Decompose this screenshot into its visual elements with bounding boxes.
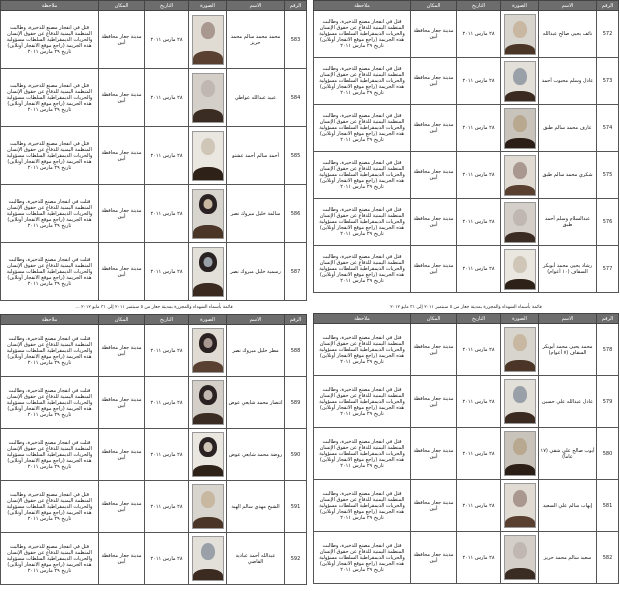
- person-photo: [192, 380, 224, 425]
- row-date: ٢٨ مارس ٢٠١١: [145, 325, 189, 377]
- row-number: 579: [597, 376, 619, 428]
- table-row: [314, 199, 619, 246]
- table-row: [314, 480, 619, 532]
- martyrs-table: [313, 313, 619, 584]
- row-number: 575: [597, 152, 619, 199]
- header-photo: الصورة: [189, 315, 227, 325]
- header-date: التاريخ: [457, 1, 501, 11]
- header-photo: الصورة: [501, 314, 539, 324]
- row-place: مدينة جعار محافظة أبين: [411, 199, 457, 246]
- header-note: ملاحظة: [1, 315, 99, 325]
- row-note: قتلت في انفجار مصنع للذخيرة، وطالبت المنظمة اليمنية للدفاع عن حقوق الإنسان والحريات الديمقراطية السلطات مسؤولية هذه الجريمة (راجع موقع الانفجار أونلاين) تاريخ ٢٩ مارس ٢٠١١: [1, 377, 99, 429]
- row-place: مدينة جعار محافظة أبين: [99, 185, 145, 243]
- row-place: مدينة جعار محافظة أبين: [99, 481, 145, 533]
- row-number: 578: [597, 324, 619, 376]
- header-photo: الصورة: [189, 1, 227, 11]
- row-note: قتل في انفجار مصنع للذخيرة، وطالبت المنظمة اليمنية للدفاع عن حقوق الإنسان والحريات الديمقراطية السلطات مسؤولية هذه الجريمة (راجع موقع الانفجار أونلاين) تاريخ ٢٩ مارس ٢٠١١: [314, 105, 411, 152]
- table-header-row: [1, 315, 307, 325]
- row-date: ٢٨ مارس ٢٠١١: [457, 480, 501, 532]
- row-photo-cell: [189, 377, 227, 429]
- row-name: عادل وسلم محبوب أحمد: [539, 58, 597, 105]
- row-place: مدينة جعار محافظة أبين: [411, 152, 457, 199]
- person-photo: [192, 131, 224, 181]
- row-note: قتل في انفجار مصنع للذخيرة، وطالبت المنظمة اليمنية للدفاع عن حقوق الإنسان والحريات الديمقراطية السلطات مسؤولية هذه الجريمة (راجع موقع الانفجار أونلاين) تاريخ ٢٩ مارس ٢٠١١: [1, 481, 99, 533]
- row-place: مدينة جعار محافظة أبين: [411, 532, 457, 584]
- row-place: مدينة جعار محافظة أبين: [411, 11, 457, 58]
- header-photo: الصورة: [501, 1, 539, 11]
- table-row: [314, 58, 619, 105]
- row-note: قتل في انفجار مصنع للذخيرة، وطالبت المنظمة اليمنية للدفاع عن حقوق الإنسان والحريات الديمقراطية السلطات مسؤولية هذه الجريمة (راجع موقع الانفجار أونلاين) تاريخ ٢٩ مارس ٢٠١١: [314, 11, 411, 58]
- row-photo-cell: [189, 69, 227, 127]
- row-date: ٢٨ مارس ٢٠١١: [145, 533, 189, 585]
- table-row: [1, 11, 307, 69]
- row-note: قتل في انفجار مصنع للذخيرة، وطالبت المنظمة اليمنية للدفاع عن حقوق الإنسان والحريات الديمقراطية السلطات مسؤولية هذه الجريمة (راجع موقع الانفجار أونلاين) تاريخ ٢٩ مارس ٢٠١١: [314, 428, 411, 480]
- header-name: الاسم: [539, 1, 597, 11]
- row-photo-cell: [501, 324, 539, 376]
- row-place: مدينة جعار محافظة أبين: [99, 377, 145, 429]
- table-row: [314, 428, 619, 480]
- row-number: 580: [597, 428, 619, 480]
- row-number: 586: [285, 185, 307, 243]
- row-name: مطر خليل مبروك نصر: [227, 325, 285, 377]
- row-photo-cell: [501, 11, 539, 58]
- row-note: قتلت في انفجار مصنع للذخيرة، وطالبت المنظمة اليمنية للدفاع عن حقوق الإنسان والحريات الديمقراطية السلطات مسؤولية هذه الجريمة (راجع موقع الانفجار أونلاين) تاريخ ٢٩ مارس ٢٠١١: [1, 243, 99, 301]
- header-place: المكان: [411, 314, 457, 324]
- person-photo: [192, 15, 224, 65]
- row-photo-cell: [189, 127, 227, 185]
- header-name: الاسم: [539, 314, 597, 324]
- table-header-row: [1, 1, 307, 11]
- martyrs-table: [0, 0, 307, 301]
- header-name: الاسم: [227, 315, 285, 325]
- row-photo-cell: [189, 481, 227, 533]
- table-header-row: [314, 1, 619, 11]
- row-place: مدينة جعار محافظة أبين: [411, 480, 457, 532]
- row-number: 583: [285, 11, 307, 69]
- row-date: ٢٨ مارس ٢٠١١: [457, 376, 501, 428]
- table-header-row: [314, 314, 619, 324]
- row-date: ٢٨ مارس ٢٠١١: [457, 58, 501, 105]
- row-photo-cell: [501, 428, 539, 480]
- row-date: ٢٨ مارس ٢٠١١: [145, 69, 189, 127]
- caption-top-left: قائمة بأسماء الشهداء والمجزرة بمدينة جعار من ٥ سبتمبر ٢٠١١ إلى ٣١ مايو ٢٠١٢ ...: [75, 305, 233, 310]
- row-number: 581: [597, 480, 619, 532]
- header-num: الرقم: [285, 315, 307, 325]
- table-row: [314, 246, 619, 293]
- martyrs-table: [313, 0, 619, 293]
- person-photo: [192, 189, 224, 239]
- person-photo: [192, 484, 224, 529]
- row-place: مدينة جعار محافظة أبين: [411, 105, 457, 152]
- row-place: مدينة جعار محافظة أبين: [99, 69, 145, 127]
- person-photo: [504, 535, 536, 580]
- row-note: قتلت في انفجار مصنع للذخيرة، وطالبت المنظمة اليمنية للدفاع عن حقوق الإنسان والحريات الديمقراطية السلطات مسؤولية هذه الجريمة (راجع موقع الانفجار أونلاين) تاريخ ٢٩ مارس ٢٠١١: [1, 325, 99, 377]
- row-name: سالمة خليل مبروك نصر: [227, 185, 285, 243]
- person-photo: [504, 327, 536, 372]
- table-bottom-left: [0, 314, 307, 590]
- header-num: الرقم: [285, 1, 307, 11]
- row-date: ٢٨ مارس ٢٠١١: [145, 11, 189, 69]
- row-note: قتلت في انفجار مصنع للذخيرة، وطالبت المنظمة اليمنية للدفاع عن حقوق الإنسان والحريات الديمقراطية السلطات مسؤولية هذه الجريمة (راجع موقع الانفجار أونلاين) تاريخ ٢٩ مارس ٢٠١١: [1, 185, 99, 243]
- table-top-right: [313, 0, 619, 294]
- table-row: [1, 481, 307, 533]
- row-date: ٢٨ مارس ٢٠١١: [457, 246, 501, 293]
- row-photo-cell: [189, 243, 227, 301]
- row-name: عادل عبدالله علي حسين: [539, 376, 597, 428]
- row-name: عبيد عبدالله عواطي: [227, 69, 285, 127]
- row-date: ٢٨ مارس ٢٠١١: [145, 185, 189, 243]
- table-row: [314, 105, 619, 152]
- row-number: 582: [597, 532, 619, 584]
- header-date: التاريخ: [457, 314, 501, 324]
- row-note: قتل في انفجار مصنع للذخيرة، وطالبت المنظمة اليمنية للدفاع عن حقوق الإنسان والحريات الديمقراطية السلطات مسؤولية هذه الجريمة (راجع موقع الانفجار أونلاين) تاريخ ٢٩ مارس ٢٠١١: [1, 11, 99, 69]
- row-number: 572: [597, 11, 619, 58]
- header-note: ملاحظة: [314, 314, 411, 324]
- table-bottom-right: [313, 305, 619, 591]
- row-date: ٢٨ مارس ٢٠١١: [457, 152, 501, 199]
- table-row: [314, 532, 619, 584]
- person-photo: [192, 73, 224, 123]
- row-photo-cell: [189, 325, 227, 377]
- table-row: [1, 429, 307, 481]
- row-date: ٢٨ مارس ٢٠١١: [145, 429, 189, 481]
- row-name: إيهاب سالم علي السعيد: [539, 480, 597, 532]
- row-note: قتل في انفجار مصنع للذخيرة، وطالبت المنظمة اليمنية للدفاع عن حقوق الإنسان والحريات الديمقراطية السلطات مسؤولية هذه الجريمة (راجع موقع الانفجار أونلاين) تاريخ ٢٩ مارس ٢٠١١: [314, 324, 411, 376]
- caption-bottom-right: قائمة بأسماء الشهداء والمجزرة بمدينة جعار من ٥ سبتمبر ٢٠١١ إلى ٣١ مايو ٢٠١٢: [390, 305, 542, 310]
- row-name: عبدالسلام وسلم أحمد طبق: [539, 199, 597, 246]
- row-photo-cell: [501, 246, 539, 293]
- row-photo-cell: [189, 429, 227, 481]
- row-date: ٢٨ مارس ٢٠١١: [457, 532, 501, 584]
- person-photo: [504, 108, 536, 149]
- row-number: 591: [285, 481, 307, 533]
- row-photo-cell: [501, 58, 539, 105]
- row-name: سعيد سالم محمد حريز: [539, 532, 597, 584]
- row-number: 587: [285, 243, 307, 301]
- person-photo: [192, 247, 224, 297]
- row-photo-cell: [189, 533, 227, 585]
- row-note: قتل في انفجار مصنع للذخيرة، وطالبت المنظمة اليمنية للدفاع عن حقوق الإنسان والحريات الديمقراطية السلطات مسؤولية هذه الجريمة (راجع موقع الانفجار أونلاين) تاريخ ٢٩ مارس ٢٠١١: [314, 152, 411, 199]
- person-photo: [504, 155, 536, 196]
- header-note: ملاحظة: [314, 1, 411, 11]
- row-note: قتل في انفجار مصنع للذخيرة، وطالبت المنظمة اليمنية للدفاع عن حقوق الإنسان والحريات الديمقراطية السلطات مسؤولية هذه الجريمة (راجع موقع الانفجار أونلاين) تاريخ ٢٩ مارس ٢٠١١: [314, 532, 411, 584]
- row-note: قتل في انفجار مصنع للذخيرة، وطالبت المنظمة اليمنية للدفاع عن حقوق الإنسان والحريات الديمقراطية السلطات مسؤولية هذه الجريمة (راجع موقع الانفجار أونلاين) تاريخ ٢٩ مارس ٢٠١١: [1, 127, 99, 185]
- row-date: ٢٨ مارس ٢٠١١: [145, 127, 189, 185]
- row-number: 584: [285, 69, 307, 127]
- person-photo: [504, 431, 536, 476]
- person-photo: [504, 14, 536, 55]
- header-note: ملاحظة: [1, 1, 99, 11]
- row-note: قتلت في انفجار مصنع للذخيرة، وطالبت المنظمة اليمنية للدفاع عن حقوق الإنسان والحريات الديمقراطية السلطات مسؤولية هذه الجريمة (راجع موقع الانفجار أونلاين) تاريخ ٢٩ مارس ٢٠١١: [1, 429, 99, 481]
- header-date: التاريخ: [145, 1, 189, 11]
- header-date: التاريخ: [145, 315, 189, 325]
- table-row: [1, 377, 307, 429]
- row-name: محمد محمد سالم محمد حريز: [227, 11, 285, 69]
- row-name: أيوب صالح علي شقي (١٧ عاماً): [539, 428, 597, 480]
- row-date: ٢٨ مارس ٢٠١١: [457, 11, 501, 58]
- row-photo-cell: [501, 105, 539, 152]
- row-place: مدينة جعار محافظة أبين: [411, 376, 457, 428]
- row-name: شكري محمد سالم طبق: [539, 152, 597, 199]
- header-place: المكان: [411, 1, 457, 11]
- row-number: 574: [597, 105, 619, 152]
- row-date: ٢٨ مارس ٢٠١١: [145, 243, 189, 301]
- row-number: 585: [285, 127, 307, 185]
- row-name: محمد يحيى محمد أبوبكر السقاف (٧ أعوام): [539, 324, 597, 376]
- row-photo-cell: [189, 185, 227, 243]
- table-row: [1, 325, 307, 377]
- row-number: 588: [285, 325, 307, 377]
- row-name: روضة محمد شايعي عوض: [227, 429, 285, 481]
- row-photo-cell: [501, 532, 539, 584]
- row-place: مدينة جعار محافظة أبين: [411, 246, 457, 293]
- table-row: [1, 127, 307, 185]
- person-photo: [192, 328, 224, 373]
- table-row: [1, 533, 307, 585]
- row-name: نائف يحيى صالح عبدالله: [539, 11, 597, 58]
- header-place: المكان: [99, 315, 145, 325]
- row-date: ٢٨ مارس ٢٠١١: [457, 324, 501, 376]
- row-name: أحمد سالم أحمد عشتو: [227, 127, 285, 185]
- row-place: مدينة جعار محافظة أبين: [99, 325, 145, 377]
- table-row: [1, 185, 307, 243]
- row-note: قتل في انفجار مصنع للذخيرة، وطالبت المنظمة اليمنية للدفاع عن حقوق الإنسان والحريات الديمقراطية السلطات مسؤولية هذه الجريمة (راجع موقع الانفجار أونلاين) تاريخ ٢٩ مارس ٢٠١١: [314, 58, 411, 105]
- header-place: المكان: [99, 1, 145, 11]
- person-photo: [504, 249, 536, 290]
- header-num: الرقم: [597, 314, 619, 324]
- row-place: مدينة جعار محافظة أبين: [411, 324, 457, 376]
- row-number: 592: [285, 533, 307, 585]
- row-note: قتل في انفجار مصنع للذخيرة، وطالبت المنظمة اليمنية للدفاع عن حقوق الإنسان والحريات الديمقراطية السلطات مسؤولية هذه الجريمة (راجع موقع الانفجار أونلاين) تاريخ ٢٩ مارس ٢٠١١: [314, 480, 411, 532]
- row-number: 577: [597, 246, 619, 293]
- row-photo-cell: [501, 376, 539, 428]
- header-num: الرقم: [597, 1, 619, 11]
- row-number: 589: [285, 377, 307, 429]
- row-date: ٢٨ مارس ٢٠١١: [457, 105, 501, 152]
- table-row: [314, 376, 619, 428]
- table-top-left: [0, 0, 307, 310]
- person-photo: [504, 202, 536, 243]
- person-photo: [192, 536, 224, 581]
- row-name: الشيخ مهدي سالم الهبة: [227, 481, 285, 533]
- row-note: قتل في انفجار مصنع للذخيرة، وطالبت المنظمة اليمنية للدفاع عن حقوق الإنسان والحريات الديمقراطية السلطات مسؤولية هذه الجريمة (راجع موقع الانفجار أونلاين) تاريخ ٢٩ مارس ٢٠١١: [1, 69, 99, 127]
- table-row: [1, 69, 307, 127]
- table-row: [1, 243, 307, 301]
- row-date: ٢٨ مارس ٢٠١١: [457, 428, 501, 480]
- row-number: 573: [597, 58, 619, 105]
- row-place: مدينة جعار محافظة أبين: [99, 533, 145, 585]
- person-photo: [504, 379, 536, 424]
- row-date: ٢٨ مارس ٢٠١١: [145, 377, 189, 429]
- row-name: رشاد يحيى محمد أبوبكر السقاف (١٠ أعوام): [539, 246, 597, 293]
- row-note: قتل في انفجار مصنع للذخيرة، وطالبت المنظمة اليمنية للدفاع عن حقوق الإنسان والحريات الديمقراطية السلطات مسؤولية هذه الجريمة (راجع موقع الانفجار أونلاين) تاريخ ٢٩ مارس ٢٠١١: [314, 199, 411, 246]
- row-photo-cell: [501, 152, 539, 199]
- person-photo: [504, 483, 536, 528]
- row-place: مدينة جعار محافظة أبين: [411, 428, 457, 480]
- row-name: انتصار محمد شايعي عوض: [227, 377, 285, 429]
- row-place: مدينة جعار محافظة أبين: [99, 11, 145, 69]
- row-name: رسمية خليل مبروك نصر: [227, 243, 285, 301]
- header-name: الاسم: [227, 1, 285, 11]
- row-date: ٢٨ مارس ٢٠١١: [457, 199, 501, 246]
- row-photo-cell: [501, 480, 539, 532]
- row-number: 576: [597, 199, 619, 246]
- table-row: [314, 324, 619, 376]
- martyrs-table: [0, 314, 307, 585]
- row-number: 590: [285, 429, 307, 481]
- person-photo: [192, 432, 224, 477]
- row-name: عارف محمد سالم طبق: [539, 105, 597, 152]
- table-row: [314, 152, 619, 199]
- table-row: [314, 11, 619, 58]
- person-photo: [504, 61, 536, 102]
- row-place: مدينة جعار محافظة أبين: [99, 243, 145, 301]
- row-note: قتل في انفجار مصنع للذخيرة، وطالبت المنظمة اليمنية للدفاع عن حقوق الإنسان والحريات الديمقراطية السلطات مسؤولية هذه الجريمة (راجع موقع الانفجار أونلاين) تاريخ ٢٩ مارس ٢٠١١: [314, 246, 411, 293]
- row-place: مدينة جعار محافظة أبين: [99, 429, 145, 481]
- row-note: قتل في انفجار مصنع للذخيرة، وطالبت المنظمة اليمنية للدفاع عن حقوق الإنسان والحريات الديمقراطية السلطات مسؤولية هذه الجريمة (راجع موقع الانفجار أونلاين) تاريخ ٢٩ مارس ٢٠١١: [1, 533, 99, 585]
- row-name: عبدالله أحمد عبادية القاضي: [227, 533, 285, 585]
- row-photo-cell: [501, 199, 539, 246]
- row-place: مدينة جعار محافظة أبين: [411, 58, 457, 105]
- row-date: ٢٨ مارس ٢٠١١: [145, 481, 189, 533]
- row-place: مدينة جعار محافظة أبين: [99, 127, 145, 185]
- row-note: قتل في انفجار مصنع للذخيرة، وطالبت المنظمة اليمنية للدفاع عن حقوق الإنسان والحريات الديمقراطية السلطات مسؤولية هذه الجريمة (راجع موقع الانفجار أونلاين) تاريخ ٢٩ مارس ٢٠١١: [314, 376, 411, 428]
- row-photo-cell: [189, 11, 227, 69]
